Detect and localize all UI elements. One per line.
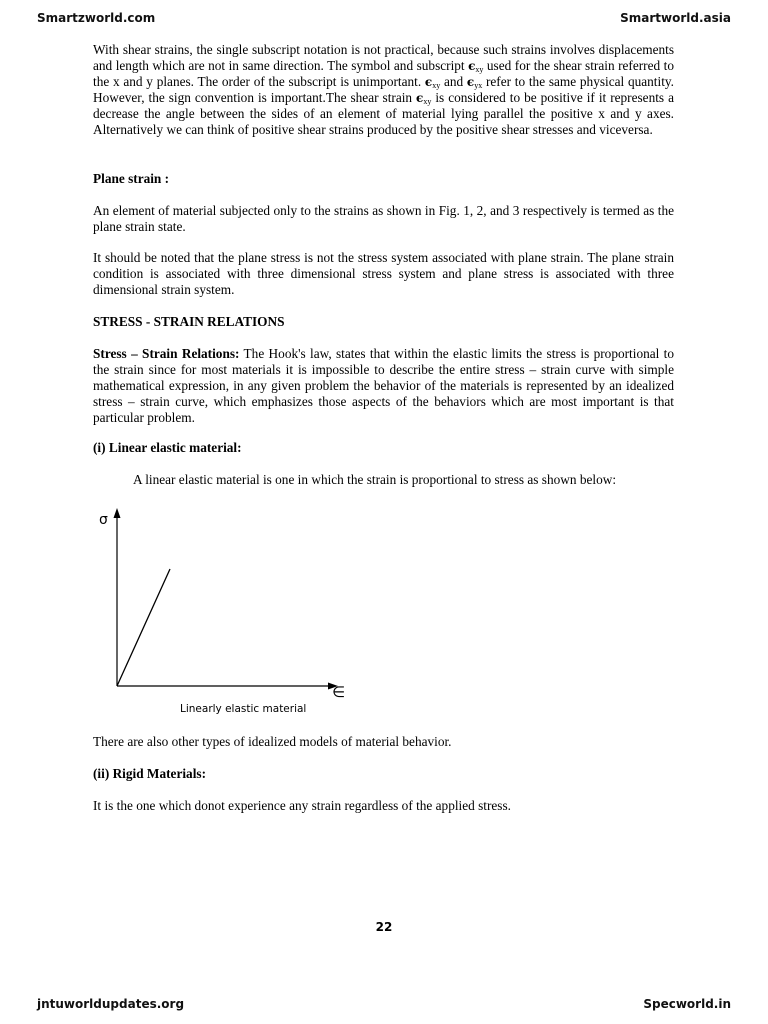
y-axis-label: σ [99,512,108,528]
epsilon-symbol: ϵ [468,59,476,73]
epsilon-symbol: ϵ [466,75,475,89]
page-number: 22 [375,920,393,934]
y-axis-arrowhead [114,508,121,518]
paragraph-linear-elastic: A linear elastic material is one in which the strain is proportional to stress as shown below: [133,472,617,487]
footer-left: jntuworldupdates.org [37,997,185,1011]
header-left: Smartzworld.com [37,11,156,25]
heading-plane-strain: Plane strain : [93,171,170,186]
elastic-line [117,569,170,686]
hookes-law-lead: Stress – Strain Relations: [93,346,240,361]
heading-rigid-materials: (ii) Rigid Materials: [93,766,206,781]
paragraph-plane-strain-state: An element of material subjected only to the strains as shown in Fig. 1, 2, and 3 respectively is termed as the plane strain state. [93,203,674,234]
heading-stress-strain-relations: STRESS - STRAIN RELATIONS [93,314,285,329]
paragraph-plane-stress-note: It should be noted that the plane stress is not the stress system associated with plane strain. The plane strain condition is associated with three dimensional stress system and plane stress is associated with three dimensional strain system. [93,250,674,297]
paragraph-other-models: There are also other types of idealized models of material behavior. [93,734,452,749]
heading-linear-elastic: (i) Linear elastic material: [93,440,242,455]
header-right: Smartworld.asia [620,11,731,25]
paragraph-rigid-materials: It is the one which donot experience any strain regardless of the applied stress. [93,798,511,813]
footer-right: Specworld.in [643,997,731,1011]
epsilon-symbol: ϵ [416,91,424,105]
figure-caption: Linearly elastic material [180,703,307,715]
epsilon-symbol: ϵ [424,75,433,89]
x-axis-label: ∈ [332,683,346,701]
paragraph-hookes-law: Stress – Strain Relations: The Hook's law, states that within the elastic limits the stress is proportional to the strain since for most materials it is impossible to describe the entire stress – strain curve with simple mathematical expression, in any given problem the behavior of the materials is represented by an idealized stress – strain curve, which emphasizes those aspects of the behaviors which are most important is that particular problem. [93,346,675,425]
paragraph-shear-strain: With shear strains, the single subscript notation is not practical, because such strains involves displacements and length which are not in same direction. The symbol and subscript $\epsilon_{xy}$ used for the shear strain referred to the x and y planes. The order of the subscript is unimportant. $\epsilon_{xy}$ and $\epsilon_{yx}$ refer to the same physical quantity. However, the sign convention is important.The shear strain $\epsilon_{xy}$ is considered to be positive if it represents a decrease the angle between the sides of an element of material lying parallel the positive x and y axes. Alternatively we can think of positive shear strains produced by the positive shear stresses and viceversa. [93,42,674,137]
